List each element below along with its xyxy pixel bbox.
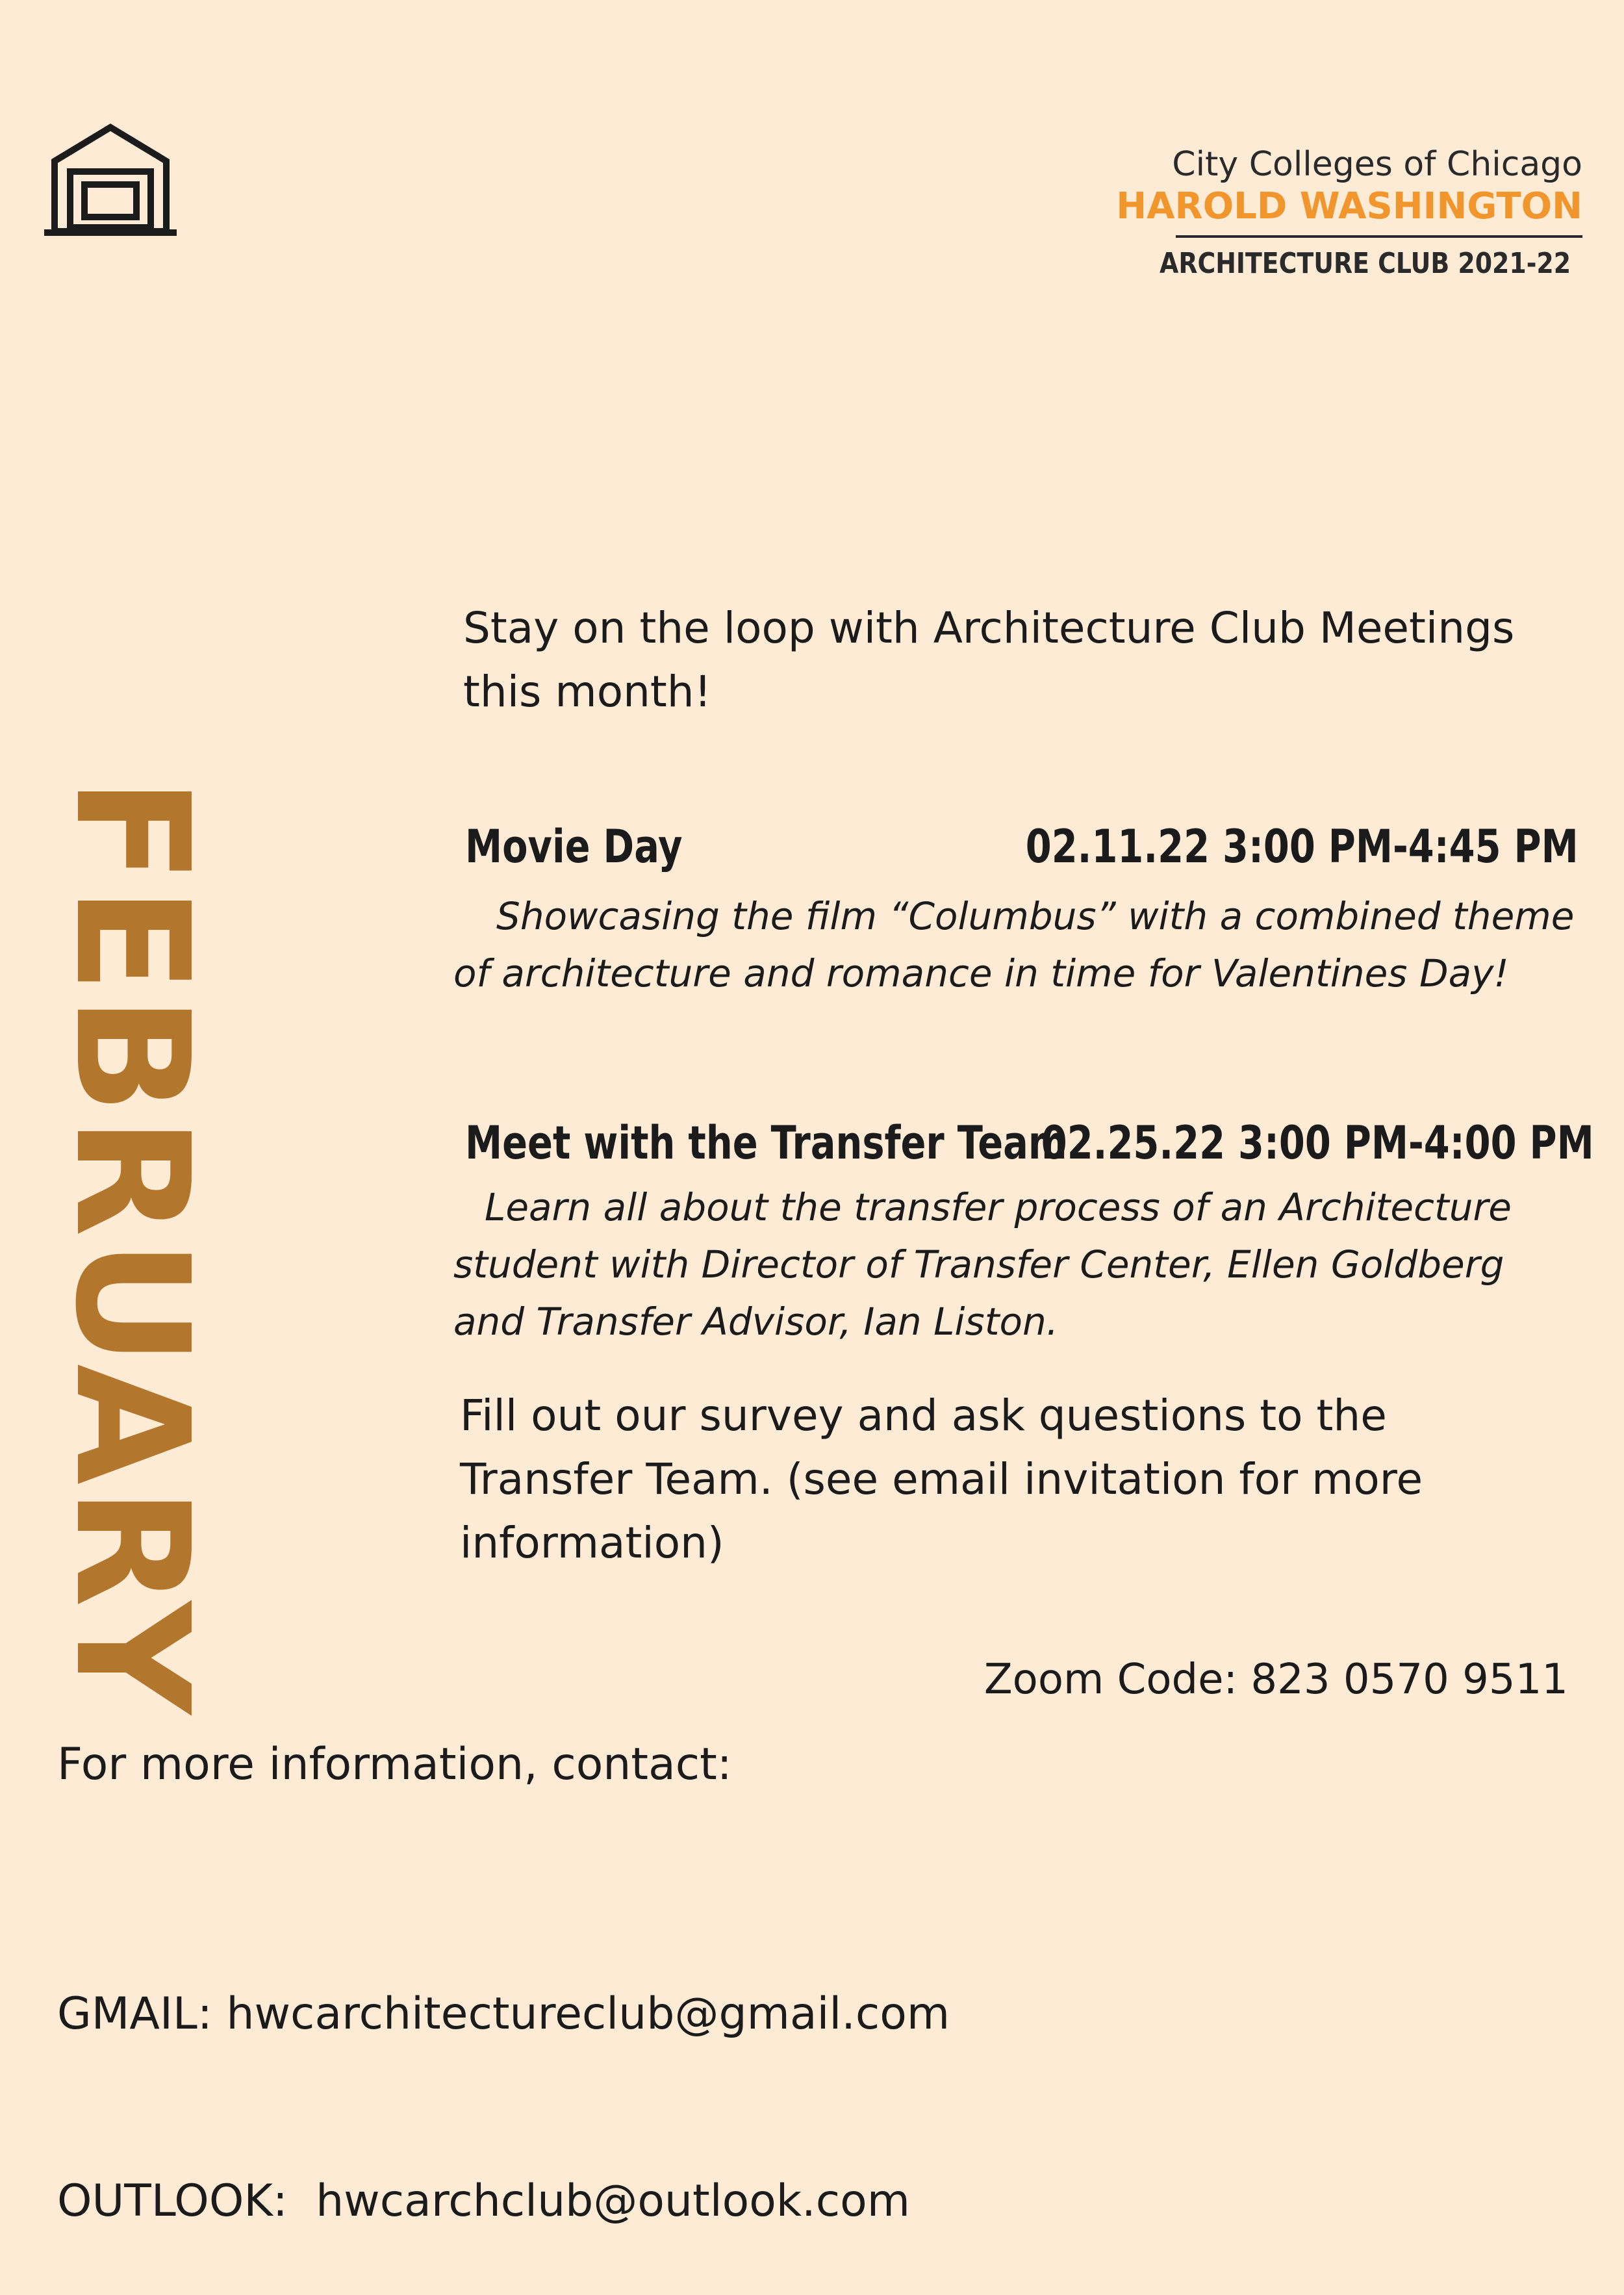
college-name: City Colleges of Chicago [1172,145,1582,184]
club-name: ARCHITECTURE CLUB 2021-22 [1159,247,1571,280]
contact-heading: For more information, contact: [57,1739,732,1790]
month-title: FEBRUARY [41,777,223,1717]
contact-emails [57,1858,950,2295]
outlook-address[interactable]: OUTLOOK: hwcarchclub@outlook.com [57,2175,911,2227]
house-logo-icon [44,122,177,239]
intro-text: Stay on the loop with Architecture Club Meetings this month! [463,603,1515,717]
zoom-code: Zoom Code: 823 0570 9511 [983,1656,1568,1704]
event-title: Meet with the Transfer Team [465,1116,1067,1170]
event-description: Learn all about the transfer process of an Architecture student with Director of Transfer Center, Ellen Goldberg and Transfer Advisor, Ian Liston. [453,1185,1512,1344]
event-description: Showcasing the film “Columbus” with a combined theme of architecture and romance in time for Valentines Day! [453,894,1575,995]
event-datetime: 02.11.22 3:00 PM-4:45 PM [1026,820,1579,873]
header-divider [1176,235,1582,238]
org-header [1089,144,1582,280]
campus-name: HAROLD WASHINGTON [1116,185,1582,227]
gmail-address[interactable]: GMAIL: hwcarchitectureclub@gmail.com [57,1988,950,2040]
event-title: Movie Day [465,820,683,873]
event-datetime: 02.25.22 3:00 PM-4:00 PM [1041,1116,1594,1170]
survey-text: Fill out our survey and ask questions to the Transfer Team. (see email invitation for more information) [460,1391,1423,1568]
